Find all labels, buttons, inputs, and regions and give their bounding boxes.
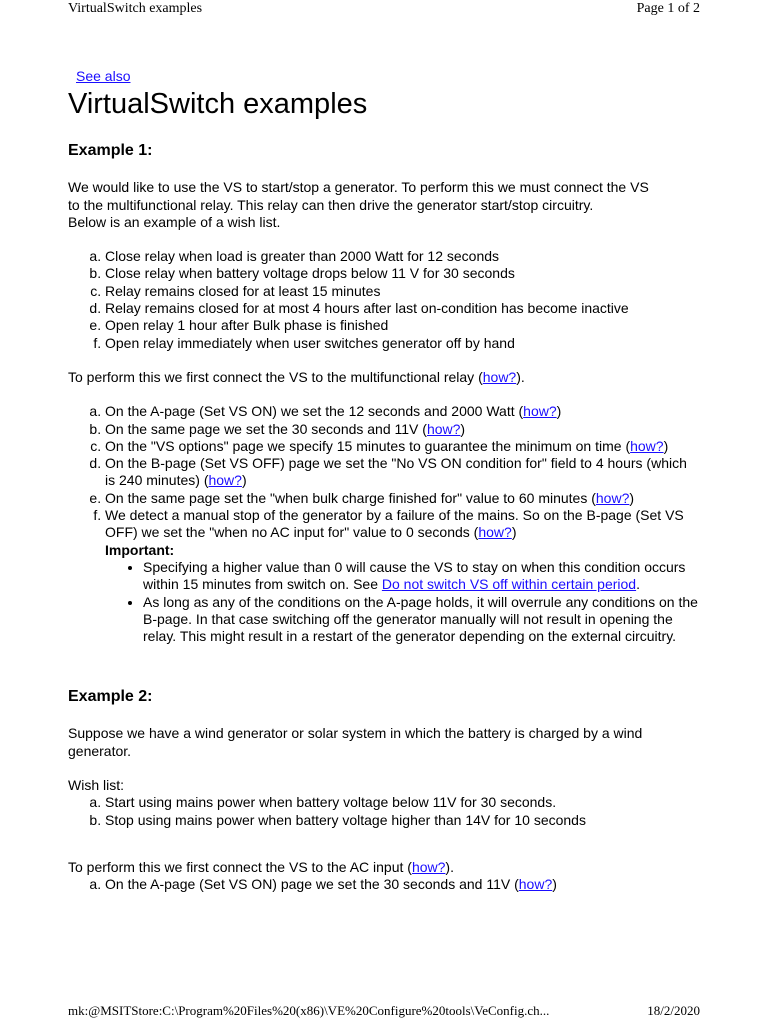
footer-date: 18/2/2020 — [647, 1003, 700, 1018]
important-bullets — [105, 559, 700, 645]
example-1-steps — [68, 403, 700, 645]
important-label: Important: — [105, 541, 175, 558]
example-1-heading: Example 1: — [68, 142, 153, 160]
list-item: e. On the same page set the "when bulk charge finished for" value to 60 minutes (how?) — [105, 490, 700, 507]
how-link[interactable]: how? — [630, 437, 664, 454]
list-item: d. On the B-page (Set VS OFF) page we set the "No VS ON condition for" field to 4 hours (which is 240 minutes) (how?) — [105, 455, 700, 490]
list-item: • As long as any of the conditions on the A-page holds, it will overrule any conditions on the B-page. In that case switching off the generator manually will not result in opening the relay. This might result in a restart of the generator depending on the external circuitry. — [143, 594, 700, 646]
page-title: VirtualSwitch examples — [68, 88, 368, 121]
example-2-heading: Example 2: — [68, 688, 153, 706]
list-item: f. We detect a manual stop of the generator by a failure of the mains. So on the B-page (Set VS OFF) we set the "when no AC input for" value to 0 seconds (how?) Important: • Specifying a higher value than 0 will cause the VS to stay on when this condition occurs within 15 minutes from switch on. See Do not switch VS off within certain period. • As long as any of the conditions on the A-page holds, it will overrule any conditions on the B-page. In that case switching off the generator manually will not result in opening the relay. This might result in a restart of the generator depending on the external circuitry. — [105, 507, 700, 645]
header-page-number: Page 1 of 2 — [636, 1, 700, 16]
list-item: c. Relay remains closed for at least 15 minutes — [105, 283, 700, 300]
example-1-intro: We would like to use the VS to start/stop a generator. To perform this we must connect the VS to the multifunctional relay. This relay can then drive the generator start/stop circuitry. Below is an example of a wish list. — [68, 179, 649, 230]
example-1-perform: To perform this we first connect the VS to the multifunctional relay (how?). — [68, 368, 525, 385]
how-link[interactable]: how? — [523, 403, 557, 420]
list-item: b. Close relay when battery voltage drops below 11 V for 30 seconds — [105, 265, 700, 282]
how-link[interactable]: how? — [482, 368, 517, 385]
how-link[interactable]: how? — [426, 420, 461, 437]
list-item: b. Stop using mains power when battery voltage higher than 14V for 10 seconds — [105, 812, 700, 829]
example-2-perform: To perform this we first connect the VS to the AC input (how?). — [68, 858, 454, 875]
list-item: c. On the "VS options" page we specify 15 minutes to guarantee the minimum on time (how?) — [105, 438, 700, 455]
how-link[interactable]: how? — [208, 472, 242, 489]
list-item: d. Relay remains closed for at most 4 hours after last on-condition has become inactive — [105, 300, 700, 317]
header-title: VirtualSwitch examples — [68, 1, 203, 16]
document-body — [68, 68, 700, 894]
list-item: a. Close relay when load is greater than 2000 Watt for 12 seconds — [105, 248, 700, 265]
list-item: a. Start using mains power when battery voltage below 11V for 30 seconds. — [105, 794, 700, 811]
list-item: • Specifying a higher value than 0 will cause the VS to stay on when this condition occurs within 15 minutes from switch on. See Do not switch VS off within certain period. — [143, 559, 700, 594]
list-item: f. Open relay immediately when user switches generator off by hand — [105, 335, 700, 352]
example-2-intro: Suppose we have a wind generator or solar system in which the battery is charged by a wind generator. — [68, 725, 643, 759]
example-1-wish-list — [68, 248, 700, 352]
print-footer — [68, 1002, 700, 1022]
how-link[interactable]: how? — [595, 489, 630, 506]
how-link[interactable]: how? — [478, 524, 512, 541]
do-not-switch-vs-off-link[interactable]: Do not switch VS off within certain period — [381, 576, 637, 593]
list-item: a. On the A-page (Set VS ON) page we set the 30 seconds and 11V (how?) — [105, 876, 700, 893]
how-link[interactable]: how? — [518, 876, 553, 893]
list-item: e. Open relay 1 hour after Bulk phase is finished — [105, 317, 700, 334]
example-2-wish-list — [68, 794, 700, 829]
how-link[interactable]: how? — [411, 858, 446, 875]
print-header — [68, 0, 700, 22]
footer-path: mk:@MSITStore:C:\Program%20Files%20(x86)\VE%20Configure%20tools\VeConfig.ch... — [68, 1003, 550, 1018]
list-item: b. On the same page we set the 30 seconds and 11V (how?) — [105, 421, 700, 438]
example-2-steps — [68, 876, 700, 893]
list-item: a. On the A-page (Set VS ON) we set the 12 seconds and 2000 Watt (how?) — [105, 403, 700, 420]
see-also-link[interactable]: See also — [76, 68, 131, 84]
wish-list-label: Wish list: — [68, 777, 124, 794]
